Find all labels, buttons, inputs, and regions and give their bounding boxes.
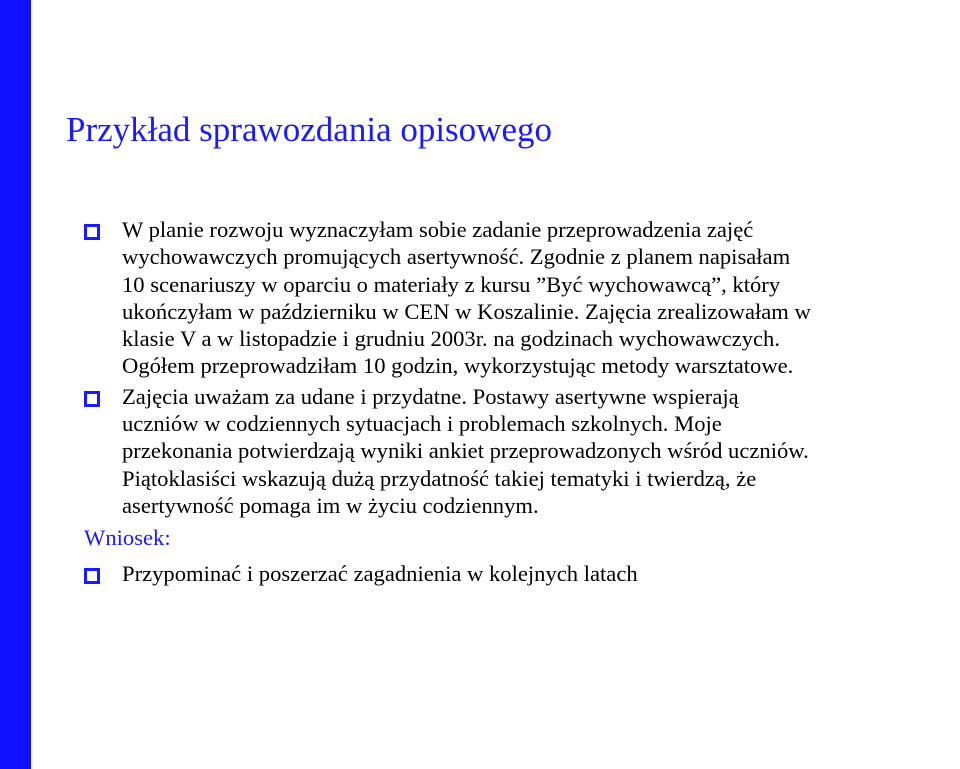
slide-content [84, 216, 954, 590]
bullet-line: ukończyłam w październiku w CEN w Koszalinie. Zajęcia zrealizowałam w [122, 298, 811, 324]
bullet-line: uczniów w codziennych sytuacjach i problemach szkolnych. Moje [122, 411, 722, 437]
bullet-line: Zajęcia uważam za udane i przydatne. Postawy asertywne wspierają [122, 383, 739, 409]
bullet-line: asertywność pomaga im w życiu codziennym. [122, 492, 539, 518]
bullet-line: przekonania potwierdzają wyniki ankiet przeprowadzonych wśród uczniów. [122, 438, 809, 464]
bullet-item-evaluation [84, 383, 954, 519]
bullet-line: W planie rozwoju wyznaczyłam sobie zadanie przeprowadzenia zajęć [122, 217, 754, 242]
hollow-square-bullet-icon [84, 391, 100, 407]
hollow-square-bullet-icon [84, 224, 100, 240]
bullet-line: klasie V a w listopadzie i grudniu 2003r. na godzinach wychowawczych. [122, 326, 780, 352]
bullet-line: 10 scenariuszy w oparciu o materiały z kursu ”Być wychowawcą”, który [122, 271, 781, 297]
bullet-item-conclusion [84, 560, 954, 587]
slide-title: Przykład sprawozdania opisowego [66, 110, 552, 149]
bullet-line: wychowawczych promujących asertywność. Zgodnie z planem napisałam [122, 244, 791, 270]
bullet-line: Ogółem przeprowadziłam 10 godzin, wykorzystując metody warsztatowe. [122, 353, 794, 379]
conclusion-label: Wniosek: [84, 525, 171, 551]
bullet-item-plan [84, 216, 954, 380]
hollow-square-bullet-icon [84, 568, 100, 584]
bullet-line: Przypominać i poszerzać zagadnienia w kolejnych latach [122, 560, 638, 586]
bullet-line: Piątoklasiści wskazują dużą przydatność takiej tematyki i twierdzą, że [122, 465, 757, 491]
left-accent-bar [0, 0, 31, 769]
